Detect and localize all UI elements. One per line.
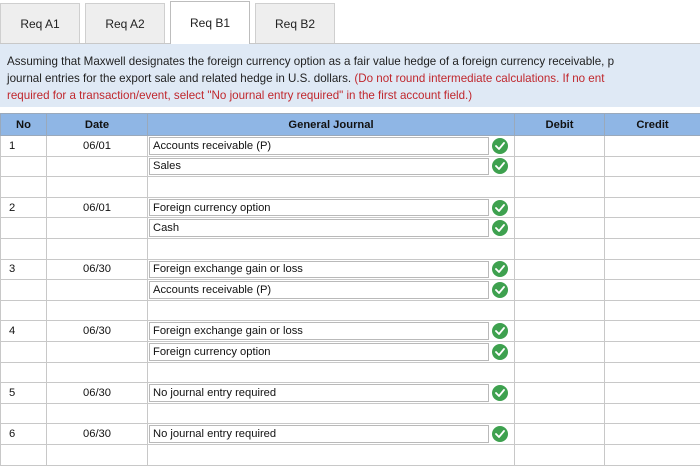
debit-input[interactable]	[515, 259, 605, 280]
entry-number: 3	[1, 259, 47, 280]
entry-number	[1, 403, 47, 424]
account-cell	[148, 238, 515, 259]
table-row	[1, 218, 700, 239]
account-field[interactable]: No journal entry required	[149, 384, 489, 402]
date-cell	[47, 403, 148, 424]
entry-number	[1, 362, 47, 383]
table-row	[1, 136, 700, 157]
account-cell	[148, 383, 515, 404]
debit-input[interactable]	[515, 177, 605, 198]
entry-number	[1, 156, 47, 177]
credit-input[interactable]	[605, 156, 700, 177]
entry-number	[1, 177, 47, 198]
debit-input[interactable]	[515, 321, 605, 342]
table-row	[1, 341, 700, 362]
date-cell	[47, 218, 148, 239]
entry-number	[1, 300, 47, 321]
table-row	[1, 321, 700, 342]
credit-input[interactable]	[605, 300, 700, 321]
account-field[interactable]: Accounts receivable (P)	[149, 137, 489, 155]
credit-input[interactable]	[605, 280, 700, 301]
debit-input[interactable]	[515, 280, 605, 301]
debit-input[interactable]	[515, 424, 605, 445]
debit-input[interactable]	[515, 383, 605, 404]
header-general-journal: General Journal	[148, 114, 515, 136]
date-cell[interactable]: 06/30	[47, 259, 148, 280]
check-circle-icon	[492, 344, 508, 360]
tab-req-a2[interactable]: Req A2	[85, 3, 165, 43]
date-cell[interactable]: 06/01	[47, 197, 148, 218]
check-circle-icon	[492, 282, 508, 298]
account-cell	[148, 424, 515, 445]
date-cell	[47, 341, 148, 362]
date-cell[interactable]: 06/30	[47, 321, 148, 342]
credit-input[interactable]	[605, 177, 700, 198]
table-row	[1, 238, 700, 259]
table-row	[1, 424, 700, 445]
date-cell	[47, 238, 148, 259]
check-circle-icon	[492, 261, 508, 277]
instructions-line-2	[7, 70, 700, 87]
date-cell	[47, 177, 148, 198]
date-cell[interactable]: 06/01	[47, 136, 148, 157]
tab-bar	[0, 0, 700, 44]
debit-input[interactable]	[515, 444, 605, 465]
instructions-line-1: Assuming that Maxwell designates the foreign currency option as a fair value hedge of a foreign currency receivable, p	[7, 55, 615, 68]
account-cell	[148, 197, 515, 218]
account-cell	[148, 341, 515, 362]
credit-input[interactable]	[605, 136, 700, 157]
credit-input[interactable]	[605, 383, 700, 404]
table-header-row	[1, 114, 700, 136]
check-circle-icon	[492, 138, 508, 154]
date-cell[interactable]: 06/30	[47, 383, 148, 404]
table-row	[1, 280, 700, 301]
entry-number	[1, 341, 47, 362]
entry-number	[1, 238, 47, 259]
check-circle-icon	[492, 158, 508, 174]
account-cell	[148, 136, 515, 157]
debit-input[interactable]	[515, 218, 605, 239]
debit-input[interactable]	[515, 403, 605, 424]
debit-input[interactable]	[515, 362, 605, 383]
tab-req-b2[interactable]: Req B2	[255, 3, 335, 43]
table-row	[1, 197, 700, 218]
account-field[interactable]: Foreign exchange gain or loss	[149, 261, 489, 279]
tab-req-a1[interactable]: Req A1	[0, 3, 80, 43]
credit-input[interactable]	[605, 321, 700, 342]
table-row	[1, 156, 700, 177]
account-cell	[148, 177, 515, 198]
date-cell	[47, 300, 148, 321]
table-row	[1, 444, 700, 465]
credit-input[interactable]	[605, 197, 700, 218]
account-field[interactable]: No journal entry required	[149, 425, 489, 443]
account-field[interactable]: Foreign currency option	[149, 343, 489, 361]
instructions-line-3: required for a transaction/event, select "No journal entry required" in the first account field.)	[7, 89, 473, 102]
account-cell	[148, 362, 515, 383]
check-circle-icon	[492, 385, 508, 401]
account-cell	[148, 403, 515, 424]
check-circle-icon	[492, 426, 508, 442]
account-cell	[148, 259, 515, 280]
table-row	[1, 403, 700, 424]
date-cell	[47, 156, 148, 177]
check-circle-icon	[492, 323, 508, 339]
date-cell[interactable]: 06/30	[47, 424, 148, 445]
entry-number: 1	[1, 136, 47, 157]
table-row	[1, 362, 700, 383]
credit-input[interactable]	[605, 362, 700, 383]
tab-req-b1[interactable]: Req B1	[170, 1, 250, 44]
instructions-panel	[0, 44, 700, 107]
table-row	[1, 383, 700, 404]
instructions-text: journal entries for the export sale and related hedge in U.S. dollars.	[7, 72, 355, 85]
account-cell	[148, 218, 515, 239]
credit-input[interactable]	[605, 424, 700, 445]
header-credit: Credit	[605, 114, 700, 136]
check-circle-icon	[492, 200, 508, 216]
debit-input[interactable]	[515, 238, 605, 259]
header-no: No	[1, 114, 47, 136]
account-cell	[148, 156, 515, 177]
header-date: Date	[47, 114, 148, 136]
debit-input[interactable]	[515, 197, 605, 218]
account-cell	[148, 321, 515, 342]
table-row	[1, 300, 700, 321]
date-cell	[47, 362, 148, 383]
table-row	[1, 177, 700, 198]
account-field[interactable]: Foreign currency option	[149, 199, 489, 217]
entry-number	[1, 280, 47, 301]
credit-input[interactable]	[605, 218, 700, 239]
credit-input[interactable]	[605, 403, 700, 424]
table-row	[1, 259, 700, 280]
journal-body	[1, 136, 700, 466]
account-cell	[148, 444, 515, 465]
header-debit: Debit	[515, 114, 605, 136]
date-cell	[47, 280, 148, 301]
debit-input[interactable]	[515, 300, 605, 321]
instructions-note: (Do not round intermediate calculations. If no ent	[354, 72, 605, 85]
credit-input[interactable]	[605, 444, 700, 465]
entry-number: 5	[1, 383, 47, 404]
check-circle-icon	[492, 220, 508, 236]
debit-input[interactable]	[515, 156, 605, 177]
entry-number: 6	[1, 424, 47, 445]
debit-input[interactable]	[515, 136, 605, 157]
account-field[interactable]: Foreign exchange gain or loss	[149, 322, 489, 340]
entry-number	[1, 218, 47, 239]
account-field[interactable]: Sales	[149, 158, 489, 176]
account-cell	[148, 300, 515, 321]
debit-input[interactable]	[515, 341, 605, 362]
entry-number: 2	[1, 197, 47, 218]
credit-input[interactable]	[605, 238, 700, 259]
account-field[interactable]: Accounts receivable (P)	[149, 281, 489, 299]
entry-number	[1, 444, 47, 465]
credit-input[interactable]	[605, 259, 700, 280]
journal-table	[0, 113, 700, 466]
credit-input[interactable]	[605, 341, 700, 362]
account-cell	[148, 280, 515, 301]
date-cell	[47, 444, 148, 465]
account-field[interactable]: Cash	[149, 219, 489, 237]
entry-number: 4	[1, 321, 47, 342]
